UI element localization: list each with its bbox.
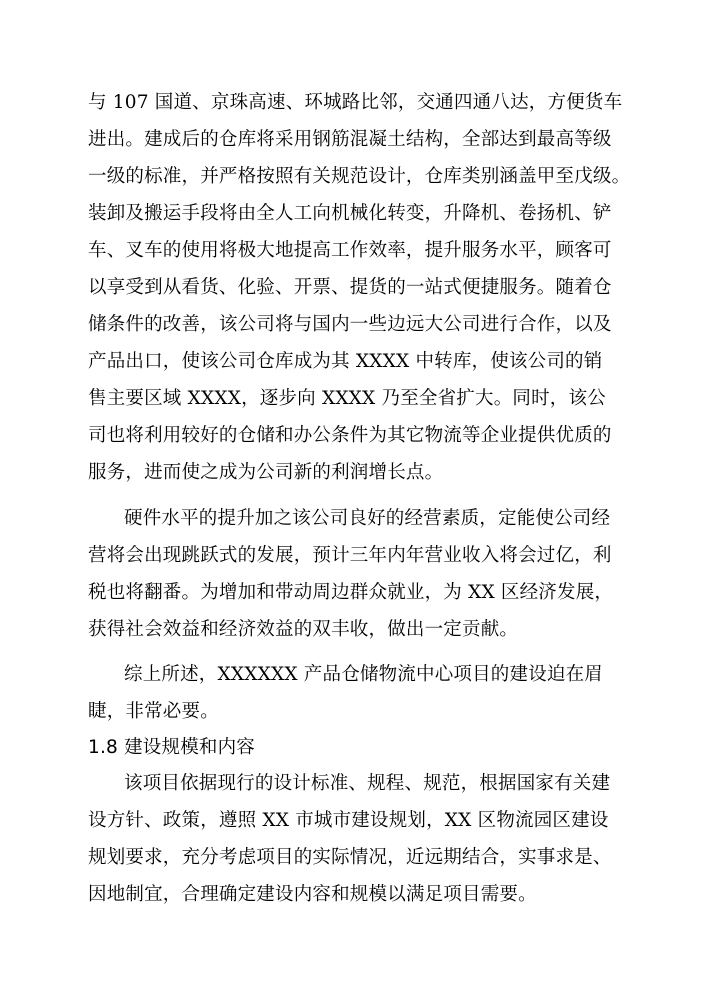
paragraph-1-line-10: 司也将利用较好的仓储和办公条件为其它物流等企业提供优质的 [88,425,612,446]
paragraph-1-line-1: 与 107 国道、京珠高速、环城路比邻，交通四通八达，方便货车 [88,92,623,113]
paragraph-1-line-11: 服务，进而使之成为公司新的利润增长点。 [88,462,444,483]
paragraph-1-line-6: 以享受到从看货、化验、开票、提货的一站式便捷服务。随着仓 [88,277,612,298]
paragraph-1-line-4: 装卸及搬运手段将由全人工向机械化转变，升降机、卷扬机、铲 [88,203,612,224]
paragraph-1-line-3: 一级的标准，并严格按照有关规范设计，仓库类别涵盖甲至戊级。 [88,166,631,187]
paragraph-3-line-2: 睫，非常必要。 [88,701,219,722]
paragraph-2-line-2: 营将会出现跳跃式的发展，预计三年内年营业收入将会过亿，利 [88,545,612,566]
paragraph-1-line-7: 储条件的改善，该公司将与国内一些边远大公司进行合作，以及 [88,314,612,335]
paragraph-3-line-1: 综上所述，XXXXXX 产品仓储物流中心项目的建设迫在眉 [124,664,604,685]
paragraph-4-line-1: 该项目依据现行的设计标准、规程、规范，根据国家有关建 [124,773,611,794]
paragraph-1-line-9: 售主要区域 XXXX，逐步向 XXXX 乃至全省扩大。同时，该公 [88,388,606,409]
paragraph-1-line-5: 车、叉车的使用将极大地提高工作效率，提升服务水平，顾客可 [88,240,612,261]
paragraph-2-line-1: 硬件水平的提升加之该公司良好的经营素质，定能使公司经 [124,508,611,529]
paragraph-4-line-4: 因地制宜，合理确定建设内容和规模以满足项目需要。 [88,884,537,905]
paragraph-4-line-3: 规划要求，充分考虑项目的实际情况，近远期结合，实事求是、 [88,847,612,868]
paragraph-2-line-4: 获得社会效益和经济效益的双丰收，做出一定贡献。 [88,619,519,640]
paragraph-2-line-3: 税也将翻番。为增加和带动周边群众就业，为 XX 区经济发展， [88,582,614,603]
section-heading: 1.8 建设规模和内容 [88,737,256,758]
paragraph-4-line-2: 设方针、政策，遵照 XX 市城市建设规划，XX 区物流园区建设 [88,810,609,831]
paragraph-1-line-8: 产品出口，使该公司仓库成为其 XXXX 中转库，使该公司的销 [88,351,603,372]
paragraph-1-line-2: 进出。建成后的仓库将采用钢筋混凝土结构，全部达到最高等级 [88,129,612,150]
